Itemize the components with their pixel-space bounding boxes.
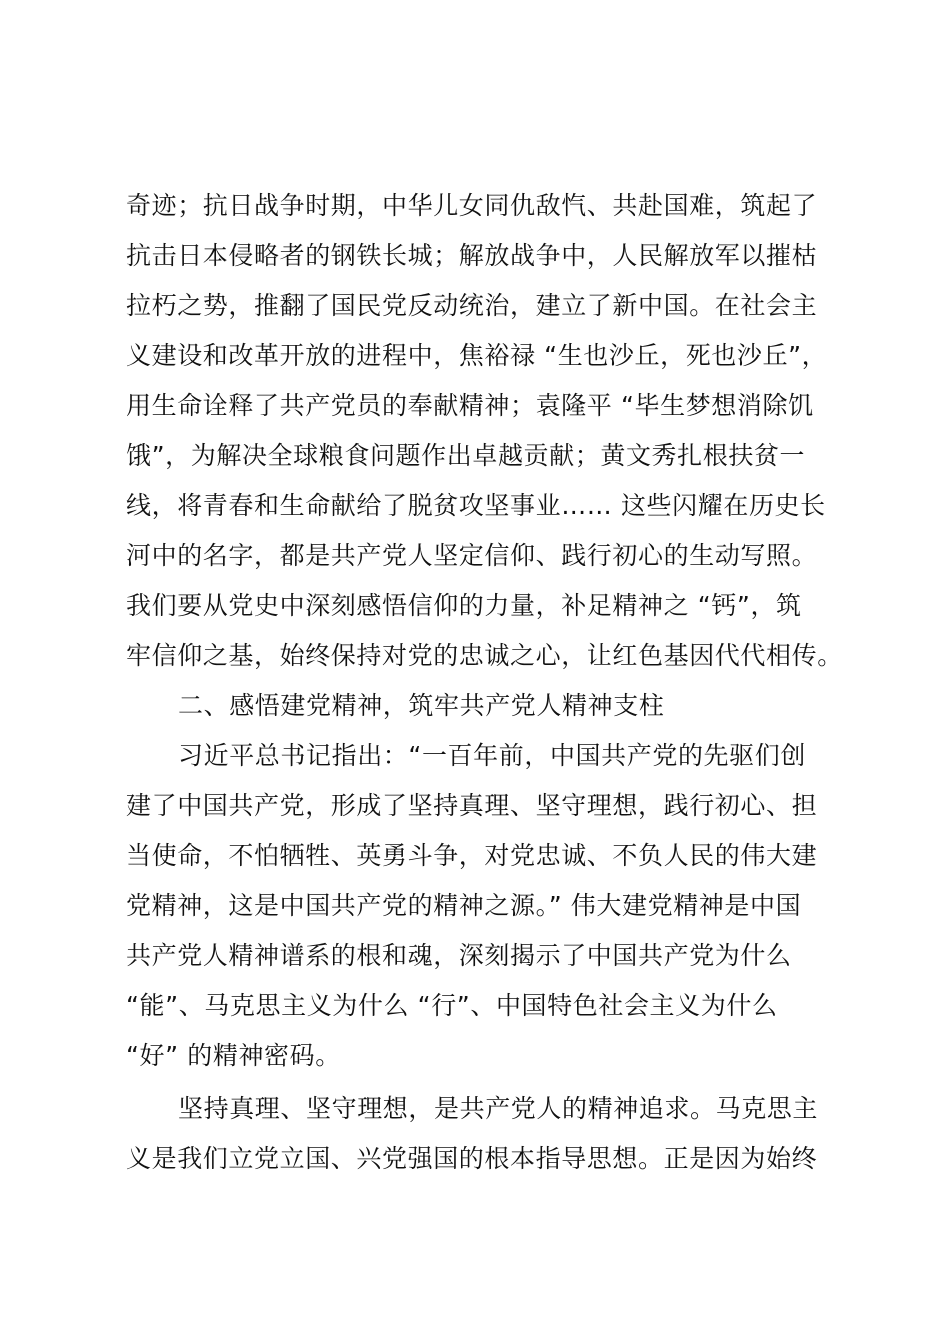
body-text-line: 义是我们立党立国、兴党强国的根本指导思想。正是因为始终	[126, 1144, 818, 1173]
body-text-line: 拉朽之势，推翻了国民党反动统治，建立了新中国。在社会主	[126, 291, 818, 320]
section-heading: 二、感悟建党精神，筑牢共产党人精神支柱	[178, 691, 665, 720]
body-text-line: “能”、马克思主义为什么 “行”、中国特色社会主义为什么	[126, 991, 778, 1020]
body-text-line: 党精神，这是中国共产党的精神之源。” 伟大建党精神是中国	[126, 891, 802, 920]
paragraph-first-line: 习近平总书记指出：“一百年前，中国共产党的先驱们创	[178, 741, 806, 770]
body-text-line: 义建设和改革开放的进程中，焦裕禄 “生也沙丘，死也沙丘”，	[126, 341, 828, 370]
paragraph-first-line: 坚持真理、坚守理想，是共产党人的精神追求。马克思主	[178, 1094, 819, 1123]
body-text-line: 牢信仰之基，始终保持对党的忠诚之心，让红色基因代代相传。	[126, 641, 843, 670]
body-text-line: 抗击日本侵略者的钢铁长城；解放战争中，人民解放军以摧枯	[126, 241, 818, 270]
body-text-line: 线，将青春和生命献给了脱贫攻坚事业…… 这些闪耀在历史长	[126, 491, 826, 520]
body-text-line: 建了中国共产党，形成了坚持真理、坚守理想，践行初心、担	[126, 791, 818, 820]
body-text-line: 河中的名字，都是共产党人坚定信仰、践行初心的生动写照。	[126, 541, 818, 570]
body-text-line: 饿”，为解决全球粮食问题作出卓越贡献；黄文秀扎根扶贫一	[126, 441, 806, 470]
body-text-line: 共产党人精神谱系的根和魂，深刻揭示了中国共产党为什么	[126, 941, 792, 970]
body-text-line: 我们要从党史中深刻感悟信仰的力量，补足精神之 “钙”，筑	[126, 591, 802, 620]
body-text-line: “好” 的精神密码。	[126, 1041, 341, 1070]
body-text-line: 用生命诠释了共产党员的奉献精神；袁隆平 “毕生梦想消除饥	[126, 391, 814, 420]
body-text-line: 奇迹；抗日战争时期，中华儿女同仇敌忾、共赴国难，筑起了	[126, 191, 818, 220]
body-text-line: 当使命，不怕牺牲、英勇斗争，对党忠诚、不负人民的伟大建	[126, 841, 818, 870]
